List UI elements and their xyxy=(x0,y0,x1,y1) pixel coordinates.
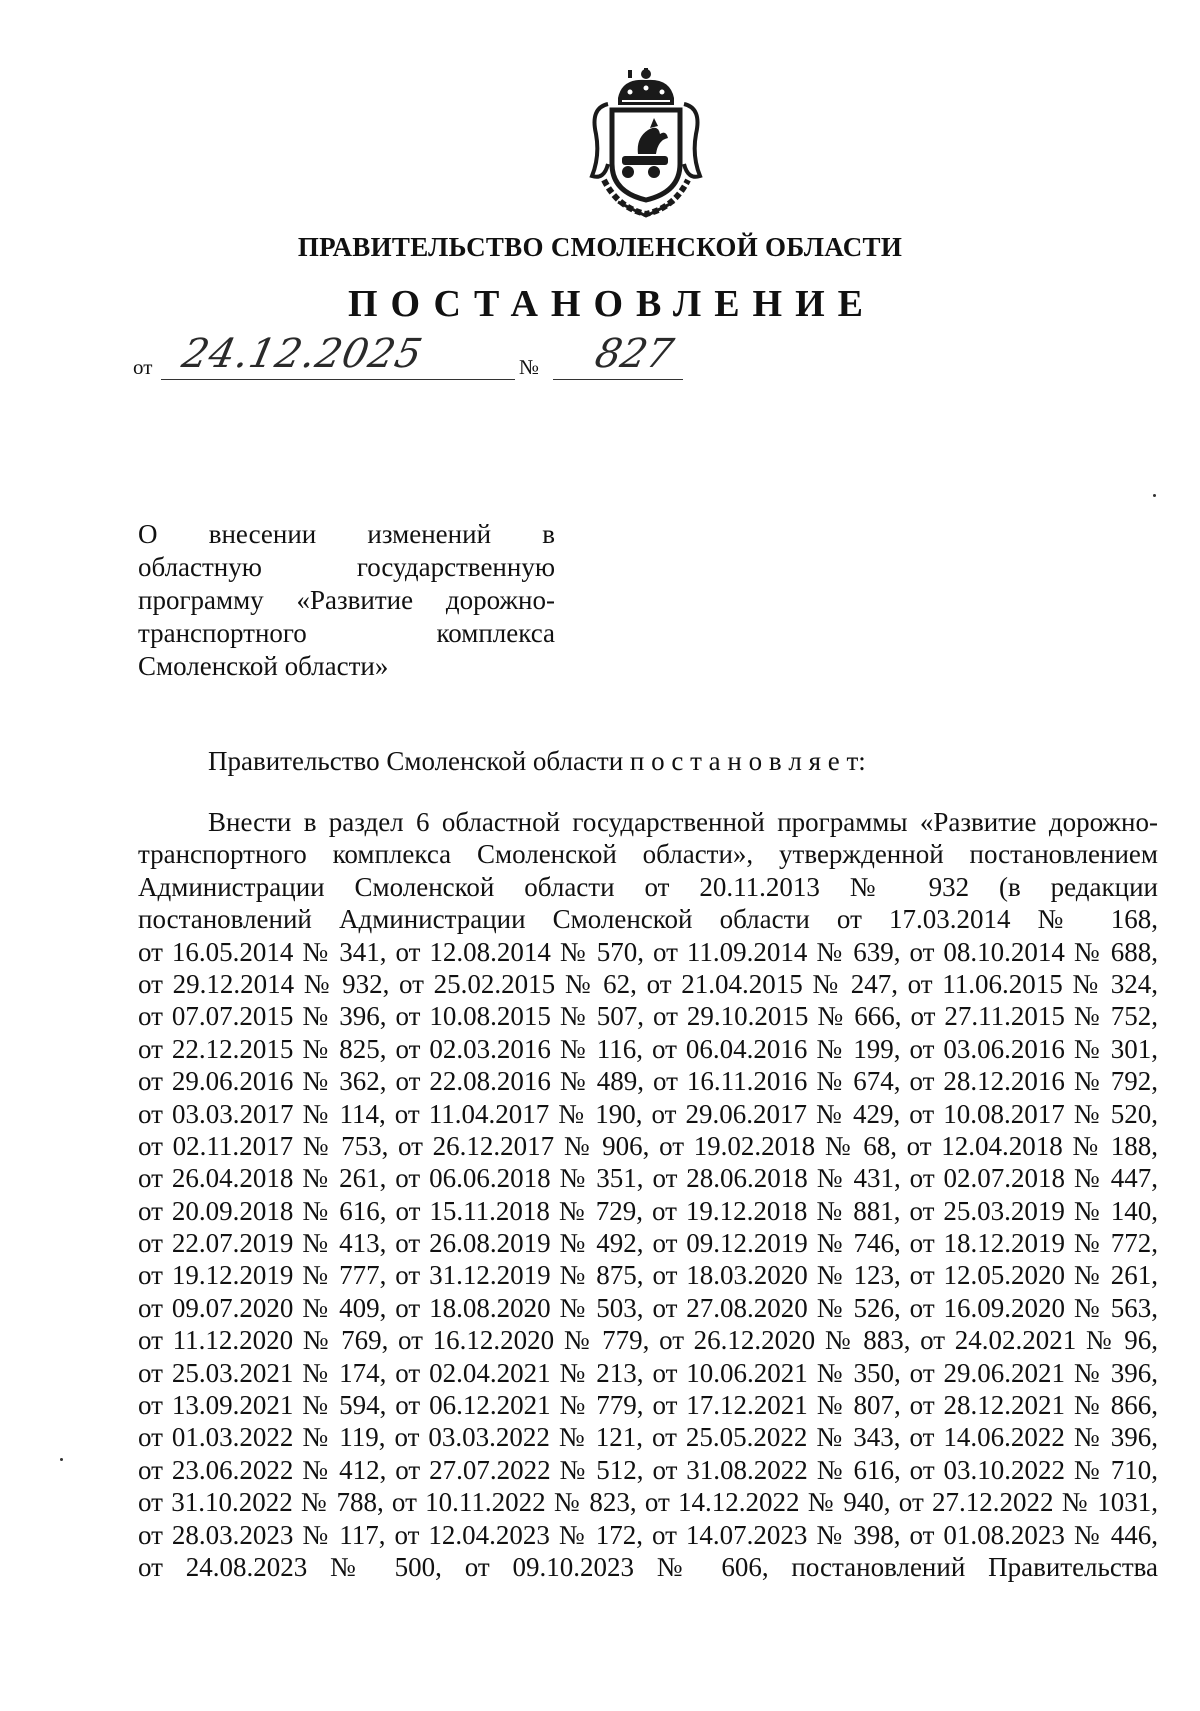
smolensk-coat-of-arms-icon xyxy=(588,68,704,218)
scan-speck xyxy=(60,1458,63,1461)
body-line: постановлений Администрации Смоленской области от 17.03.2014 № 168, xyxy=(138,904,1158,935)
body-line: от 16.05.2014 № 341, от 12.08.2014 № 570, от 11.09.2014 № 639, от 08.10.2014 № 688, xyxy=(138,936,1158,967)
date-prefix: от xyxy=(133,355,153,379)
body-line: от 07.07.2015 № 396, от 10.08.2015 № 507, от 29.10.2015 № 666, от 27.11.2015 № 752, xyxy=(138,1001,1158,1032)
body-line: от 23.06.2022 № 412, от 27.07.2022 № 512, от 31.08.2022 № 616, от 03.10.2022 № 710, xyxy=(138,1454,1158,1485)
body-line: от 01.03.2022 № 119, от 03.03.2022 № 121, от 25.05.2022 № 343, от 14.06.2022 № 396, xyxy=(138,1422,1158,1453)
scan-speck xyxy=(1153,494,1156,497)
body-line: от 11.12.2020 № 769, от 16.12.2020 № 779, от 26.12.2020 № 883, от 24.02.2021 № 96, xyxy=(138,1325,1158,1356)
body-line: от 28.03.2023 № 117, от 12.04.2023 № 172, от 14.07.2023 № 398, от 01.08.2023 № 446, xyxy=(138,1519,1158,1550)
handwritten-number: 827 xyxy=(591,331,678,377)
body-line: от 02.11.2017 № 753, от 26.12.2017 № 906, от 19.02.2018 № 68, от 12.04.2018 № 188, xyxy=(138,1130,1158,1161)
body-line: транспортного комплекса Смоленской области», утвержденной постановлением xyxy=(138,839,1158,870)
subject-line: транспортного комплекса xyxy=(138,618,555,648)
body-line: от 25.03.2021 № 174, от 02.04.2021 № 213, от 10.06.2021 № 350, от 29.06.2021 № 396, xyxy=(138,1357,1158,1388)
body-line: от 26.04.2018 № 261, от 06.06.2018 № 351, от 28.06.2018 № 431, от 02.07.2018 № 447, xyxy=(138,1163,1158,1194)
body-line: от 29.06.2016 № 362, от 22.08.2016 № 489, от 16.11.2016 № 674, от 28.12.2016 № 792, xyxy=(138,1066,1158,1097)
document-subject xyxy=(138,518,555,683)
body-line: от 31.10.2022 № 788, от 10.11.2022 № 823, от 14.12.2022 № 940, от 27.12.2022 № 1031, xyxy=(138,1487,1158,1518)
body-line: от 20.09.2018 № 616, от 15.11.2018 № 729, от 19.12.2018 № 881, от 25.03.2019 № 140, xyxy=(138,1195,1158,1226)
body-line: от 09.07.2020 № 409, от 18.08.2020 № 503, от 27.08.2020 № 526, от 16.09.2020 № 563, xyxy=(138,1292,1158,1323)
subject-line: Смоленской области» xyxy=(138,651,389,681)
body-line: от 22.12.2015 № 825, от 02.03.2016 № 116, от 06.04.2016 № 199, от 03.06.2016 № 301, xyxy=(138,1033,1158,1064)
document-type-title: ПОСТАНОВЛЕНИЕ xyxy=(347,283,877,325)
number-underline xyxy=(553,379,683,380)
subject-line: программу «Развитие дорожно- xyxy=(138,585,555,615)
preamble-text: Правительство Смоленской области п о с т а н о в л я е т: xyxy=(208,746,866,776)
body-line: от 13.09.2021 № 594, от 06.12.2021 № 779, от 17.12.2021 № 807, от 28.12.2021 № 866, xyxy=(138,1390,1158,1421)
body-line: Внести в раздел 6 областной государственной программы «Развитие дорожно- xyxy=(208,807,1158,837)
number-prefix: № xyxy=(519,355,540,379)
body-line: от 22.07.2019 № 413, от 26.08.2019 № 492, от 09.12.2019 № 746, от 18.12.2019 № 772, xyxy=(138,1228,1158,1259)
document-body xyxy=(138,806,1158,1583)
subject-line: областную государственную xyxy=(138,552,555,582)
organization-title: ПРАВИТЕЛЬСТВО СМОЛЕНСКОЙ ОБЛАСТИ xyxy=(297,232,903,262)
handwritten-date: 24.12.2025 xyxy=(178,331,427,377)
body-line: от 24.08.2023 № 500, от 09.10.2023 № 606, постановлений Правительства xyxy=(138,1551,1158,1582)
body-line: от 19.12.2019 № 777, от 31.12.2019 № 875, от 18.03.2020 № 123, от 12.05.2020 № 261, xyxy=(138,1260,1158,1291)
body-line: от 29.12.2014 № 932, от 25.02.2015 № 62, от 21.04.2015 № 247, от 11.06.2015 № 324, xyxy=(138,968,1158,999)
subject-line: О внесении изменений в xyxy=(138,519,555,549)
body-line: от 03.03.2017 № 114, от 11.04.2017 № 190, от 29.06.2017 № 429, от 10.08.2017 № 520, xyxy=(138,1098,1158,1129)
date-number-line xyxy=(133,331,678,379)
body-line: Администрации Смоленской области от 20.11.2013 № 932 (в редакции xyxy=(138,871,1158,902)
date-underline xyxy=(161,379,515,380)
